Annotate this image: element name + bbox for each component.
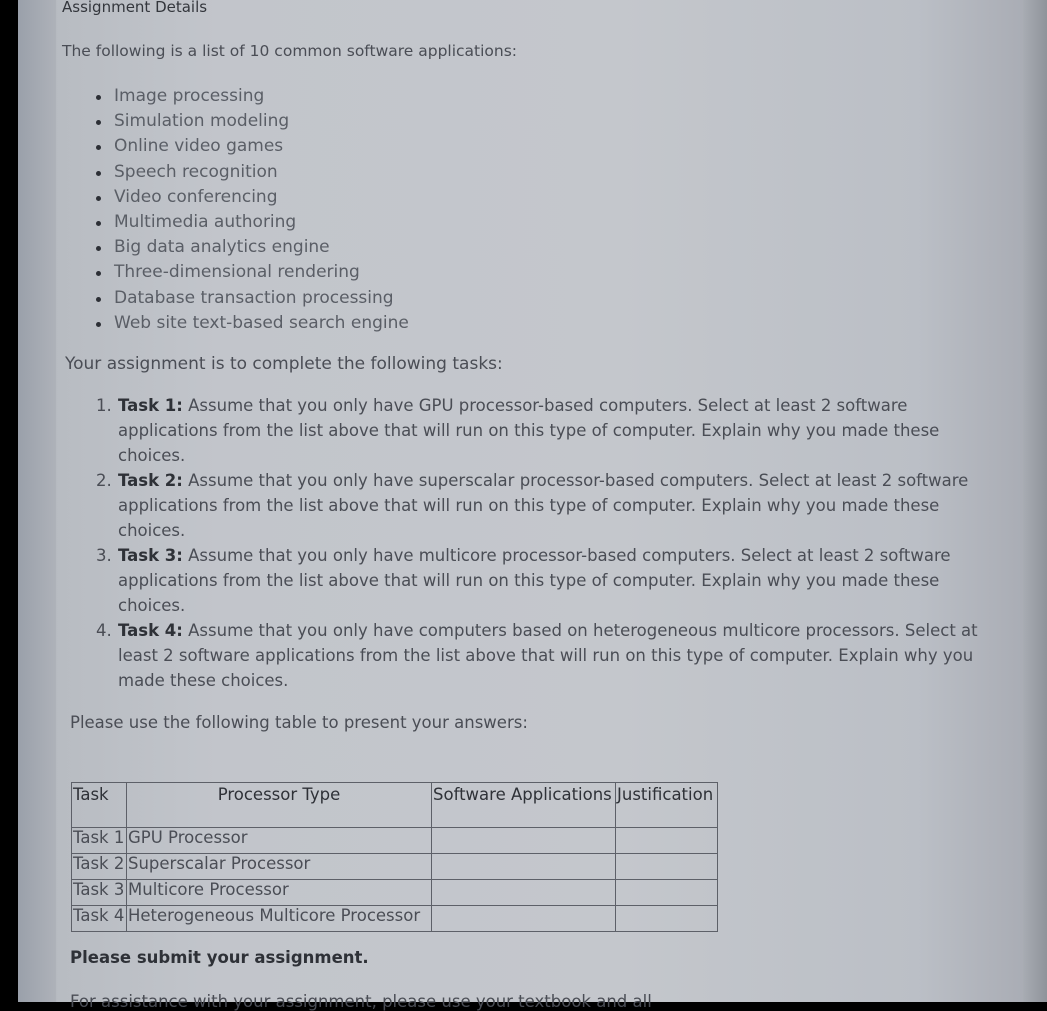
list-item: Simulation modeling [92,109,409,134]
header-task: Task [72,783,127,828]
task-label: Task 1: [118,396,183,415]
screen [18,0,1047,1011]
list-item: Multimedia authoring [92,210,409,235]
list-item: Database transaction processing [92,286,409,311]
cell-justification[interactable] [616,828,718,854]
task-text: Assume that you only have superscalar processor-based computers. Select at least 2 software applications from the list above that will run on this type of computer. Explain why you made these choices. [118,471,969,540]
list-item: Image processing [92,84,409,109]
cell-task: Task 2 [72,854,127,880]
task-text: Assume that you only have multicore processor-based computers. Select at least 2 software applications from the list above that will run on this type of computer. Explain why you made these choices. [118,546,951,615]
tasks-intro: Your assignment is to complete the following tasks: [65,354,503,374]
task-number: 3. [96,546,112,565]
task-list [96,393,996,693]
cell-justification[interactable] [616,906,718,932]
intro-text: The following is a list of 10 common software applications: [62,42,518,60]
list-item: Speech recognition [92,160,409,185]
header-processor-type: Processor Type [127,783,432,828]
cell-processor-type: GPU Processor [127,828,432,854]
task-number: 2. [96,471,112,490]
task-item [96,543,996,618]
task-text: Assume that you only have computers based on heterogeneous multicore processors. Select at least 2 software applications from the list above that will run on this type of computer. Explain why you made these choices. [118,621,978,690]
task-number: 1. [96,396,112,415]
submit-instruction: Please submit your assignment. [70,948,369,967]
cell-software-applications[interactable] [432,880,616,906]
table-header-row [72,783,718,828]
table-row [72,906,718,932]
left-gutter [18,0,56,1002]
task-number: 4. [96,621,112,640]
task-label: Task 3: [118,546,183,565]
list-item: Big data analytics engine [92,235,409,260]
task-label: Task 4: [118,621,183,640]
table-row [72,854,718,880]
application-list [92,84,409,336]
task-item [96,393,996,468]
cell-software-applications[interactable] [432,906,616,932]
cell-justification[interactable] [616,880,718,906]
cell-processor-type: Multicore Processor [127,880,432,906]
task-item [96,468,996,543]
cell-task: Task 3 [72,880,127,906]
header-software-applications: Software Applications [432,783,616,828]
header-justification: Justification [616,783,718,828]
table-row [72,880,718,906]
list-item: Video conferencing [92,185,409,210]
page-title: Assignment Details [62,0,208,16]
task-label: Task 2: [118,471,183,490]
list-item: Web site text-based search engine [92,311,409,336]
cell-processor-type: Heterogeneous Multicore Processor [127,906,432,932]
cell-processor-type: Superscalar Processor [127,854,432,880]
answer-table [71,782,718,932]
task-text: Assume that you only have GPU processor-based computers. Select at least 2 software applications from the list above that will run on this type of computer. Explain why you made these choices. [118,396,940,465]
cell-task: Task 1 [72,828,127,854]
cell-justification[interactable] [616,854,718,880]
assignment-document [62,0,1022,1011]
cell-task: Task 4 [72,906,127,932]
list-item: Online video games [92,134,409,159]
cell-software-applications[interactable] [432,828,616,854]
assistance-text: For assistance with your assignment, please use your textbook and all [70,992,652,1011]
task-item [96,618,996,693]
table-row [72,828,718,854]
table-intro: Please use the following table to present your answers: [70,713,528,732]
right-edge [1023,0,1047,1002]
list-item: Three-dimensional rendering [92,260,409,285]
cell-software-applications[interactable] [432,854,616,880]
